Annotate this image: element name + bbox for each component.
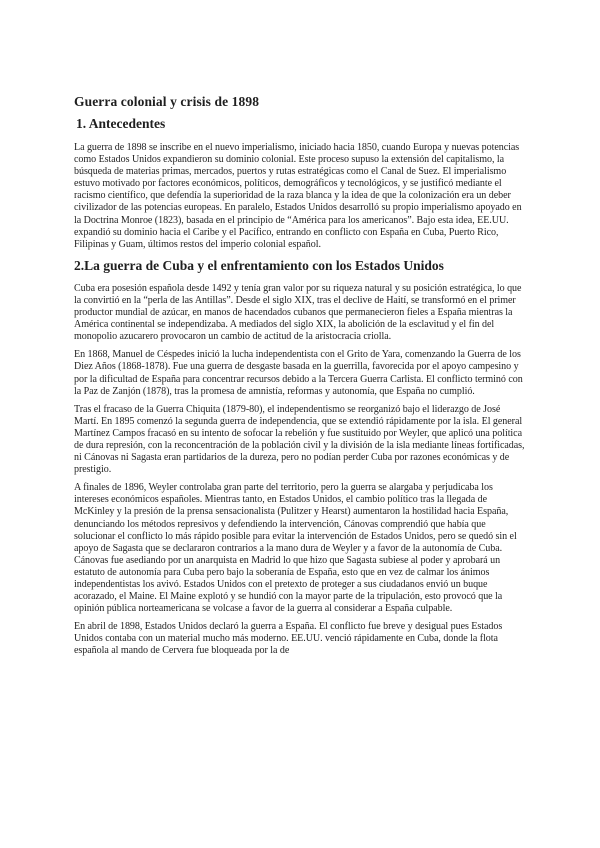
paragraph: Cuba era posesión española desde 1492 y tenía gran valor por su riqueza natural y su posición estratégica, lo que la convirtió en la “perla de las Antillas”. Desde el siglo XIX, tras el declive de Haití, se transformó en el primer productor mundial de azúcar, en manos de hacendados cubanos que permanecieron fieles a España mientras la América continental se independizaba. A mediados del siglo XIX, la abolición de la esclavitud y el fin del monopolio azucarero provocaron un cambio de actitud de la aristocracia criolla. bbox=[74, 282, 522, 343]
paragraph: En abril de 1898, Estados Unidos declaró la guerra a España. El conflicto fue breve y desigual pues Estados Unidos contaba con un material mucho más moderno. EE.UU. venció rápidamente en Cuba, donde la flota española al mando de Cervera fue bloqueada por la de bbox=[74, 621, 503, 657]
document-body bbox=[74, 94, 526, 664]
section-heading-guerra-cuba: 2.La guerra de Cuba y el enfrentamiento con los Estados Unidos bbox=[74, 257, 444, 273]
paragraph: A finales de 1896, Weyler controlaba gran parte del territorio, pero la guerra se alargaba y perjudicaba los intereses económicos españoles. Mientras tanto, en Estados Unidos, el cambio político tras la llegada de McKinley y la presión de la prensa sensacionalista (Pulitzer y Hearst) aumentaron la hostilidad hacia España, denunciando los métodos represivos y defendiendo la intervención, Cánovas comprendió que había que solucionar el conflicto lo más rápido posible para evitar la intervención de Estados Unidos, pero se quedó sin el apoyo de Sagasta que se declararon contrarios a la mano dura de Weyler y a favor de la autonomía de Cuba. Cánovas fue asediando por un anarquista en Madrid lo que hizo que Sagasta subiese al poder y aprobará un estatuto de autonomía para Cuba pero bajo la soberanía de España, esto que en vez de calmar los ánimos independentistas los avivó. Estados Unidos con el pretexto de proteger a sus ciudadanos envió un buque acorazado, el Maine. El Maine explotó y se hundió con la mayor parte de la tripulación, esto provocó que la opinión pública norteamericana se volcase a favor de la guerra al considerar a España culpable. bbox=[74, 482, 517, 615]
section-heading-antecedentes: 1. Antecedentes bbox=[76, 116, 166, 131]
paragraph: La guerra de 1898 se inscribe en el nuevo imperialismo, iniciado hacia 1850, cuando Europa y nuevas potencias como Estados Unidos expandieron su dominio colonial. Este proceso supuso la extensión del capitalismo, la búsqueda de materias primas, mercados, puertos y rutas estratégicas como el Canal de Suez. El imperialismo estuvo motivado por factores económicos, políticos, demográficos y tecnológicos, y se justificó mediante el racismo científico, que defendía la superioridad de la raza blanca y la idea de que la colonización era un deber civilizador de las potencias europeas. En paralelo, Estados Unidos desarrolló su propio imperialismo apoyado en la Doctrina Monroe (1823), basada en el principio de “América para los americanos”. Bajo esta idea, EE.UU. expandió su dominio hacia el Caribe y el Pacífico, entrando en conflicto con España en Cuba, Puerto Rico, Filipinas y Guam, últimos restos del imperio colonial español. bbox=[74, 142, 522, 250]
paragraph: Tras el fracaso de la Guerra Chiquita (1879-80), el independentismo se reorganizó bajo el liderazgo de José Martí. En 1895 comenzó la segunda guerra de independencia, que se extendió rápidamente por la isla. El general Martínez Campos fracasó en su intento de sofocar la rebelión y fue sustituido por Weyler, que aplicó una política de dura represión, con la reconcentración de la población civil y la división de la isla mediante líneas fortificadas, ni Cánovas ni Sagasta eran partidarios de la dureza, pero no podían perder Cuba por razones económicas y de prestigio. bbox=[74, 403, 525, 476]
paragraph: En 1868, Manuel de Céspedes inició la lucha independentista con el Grito de Yara, comenzando la Guerra de los Diez Años (1868-1878). Fue una guerra de desgaste basada en la guerrilla, favorecida por el apoyo campesino y por la dificultad de España para concentrar recursos debido a la Tercera Guerra Carlista. El conflicto terminó con la Paz de Zanjón (1878), tras la promesa de amnistía, reformas y autonomía, que España no cumplió. bbox=[74, 349, 523, 397]
document-title: Guerra colonial y crisis de 1898 bbox=[74, 94, 260, 109]
